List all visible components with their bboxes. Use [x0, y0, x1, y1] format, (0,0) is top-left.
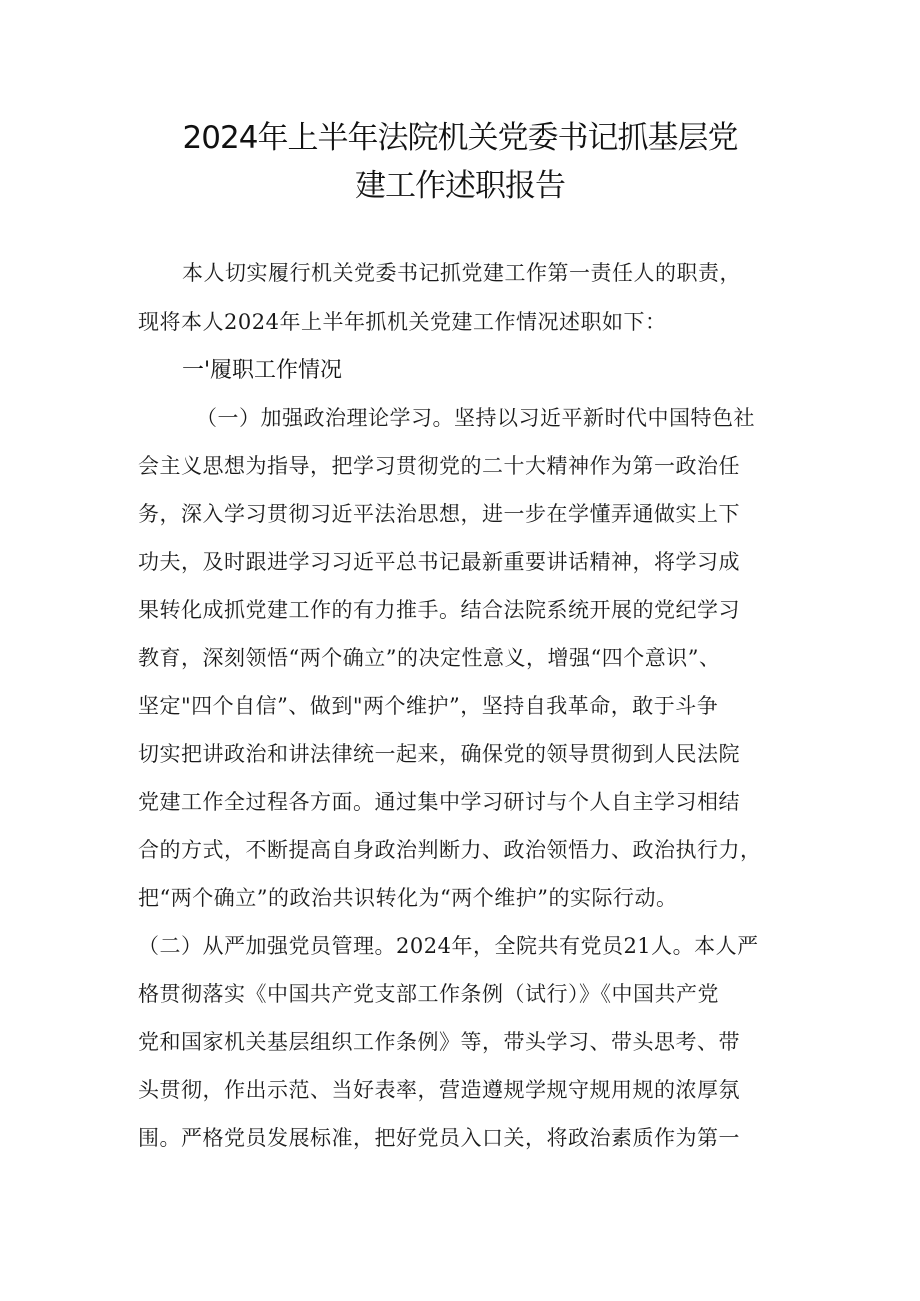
- para2-line-5: 围。严格党员发展标准，把好党员入口关，将政治素质作为第一: [138, 1126, 740, 1150]
- document-title-line-2: 建工作述职报告: [355, 168, 565, 204]
- para1-line-9: 党建工作全过程各方面。通过集中学习研讨与个人自主学习相结: [138, 790, 740, 814]
- para1-line-5: 果转化成抓党建工作的有力推手。结合法院系统开展的党纪学习: [138, 598, 740, 622]
- intro-line-2: 现将本人2024年上半年抓机关党建工作情况述职如下：: [138, 310, 667, 334]
- document-title-line-1: 2024年上半年法院机关党委书记抓基层党: [182, 120, 738, 156]
- intro-line-1: 本人切实履行机关党委书记抓党建工作第一责任人的职责，: [182, 261, 741, 285]
- para1-line-10: 合的方式，不断提高自身政治判断力、政治领悟力、政治执行力，: [138, 838, 762, 862]
- para1-line-4: 功夫，及时跟进学习习近平总书记最新重要讲话精神，将学习成: [138, 550, 740, 574]
- para2-line-1: （二）从严加强党员管理。2024年，全院共有党员21人。本人严: [138, 934, 759, 958]
- para1-line-11: 把“两个确立”的政治共识转化为“两个维护”的实际行动。: [138, 886, 678, 910]
- para1-line-3: 务，深入学习贯彻习近平法治思想，进一步在学懂弄通做实上下: [138, 502, 740, 526]
- para1-line-1: （一）加强政治理论学习。坚持以习近平新时代中国特色社: [196, 406, 755, 430]
- para2-line-2: 格贯彻落实《中国共产党支部工作条例（试行）》《中国共产党: [138, 982, 719, 1006]
- section-heading-1: 一'履职工作情况: [182, 358, 343, 383]
- para2-line-3: 党和国家机关基层组织工作条例》等，带头学习、带头思考、带: [138, 1030, 740, 1054]
- para1-line-2: 会主义思想为指导，把学习贯彻党的二十大精神作为第一政治任: [138, 454, 740, 478]
- para1-line-7: 坚定"四个自信”、做到"两个维护”，坚持自我革命，敢于斗争: [138, 694, 719, 718]
- para2-line-4: 头贯彻，作出示范、当好表率，营造遵规学规守规用规的浓厚氛: [138, 1078, 740, 1102]
- para1-line-6: 教育，深刻领悟“两个确立”的决定性意义，增强“四个意识”、: [138, 646, 721, 670]
- para1-line-8: 切实把讲政治和讲法律统一起来，确保党的领导贯彻到人民法院: [138, 742, 740, 766]
